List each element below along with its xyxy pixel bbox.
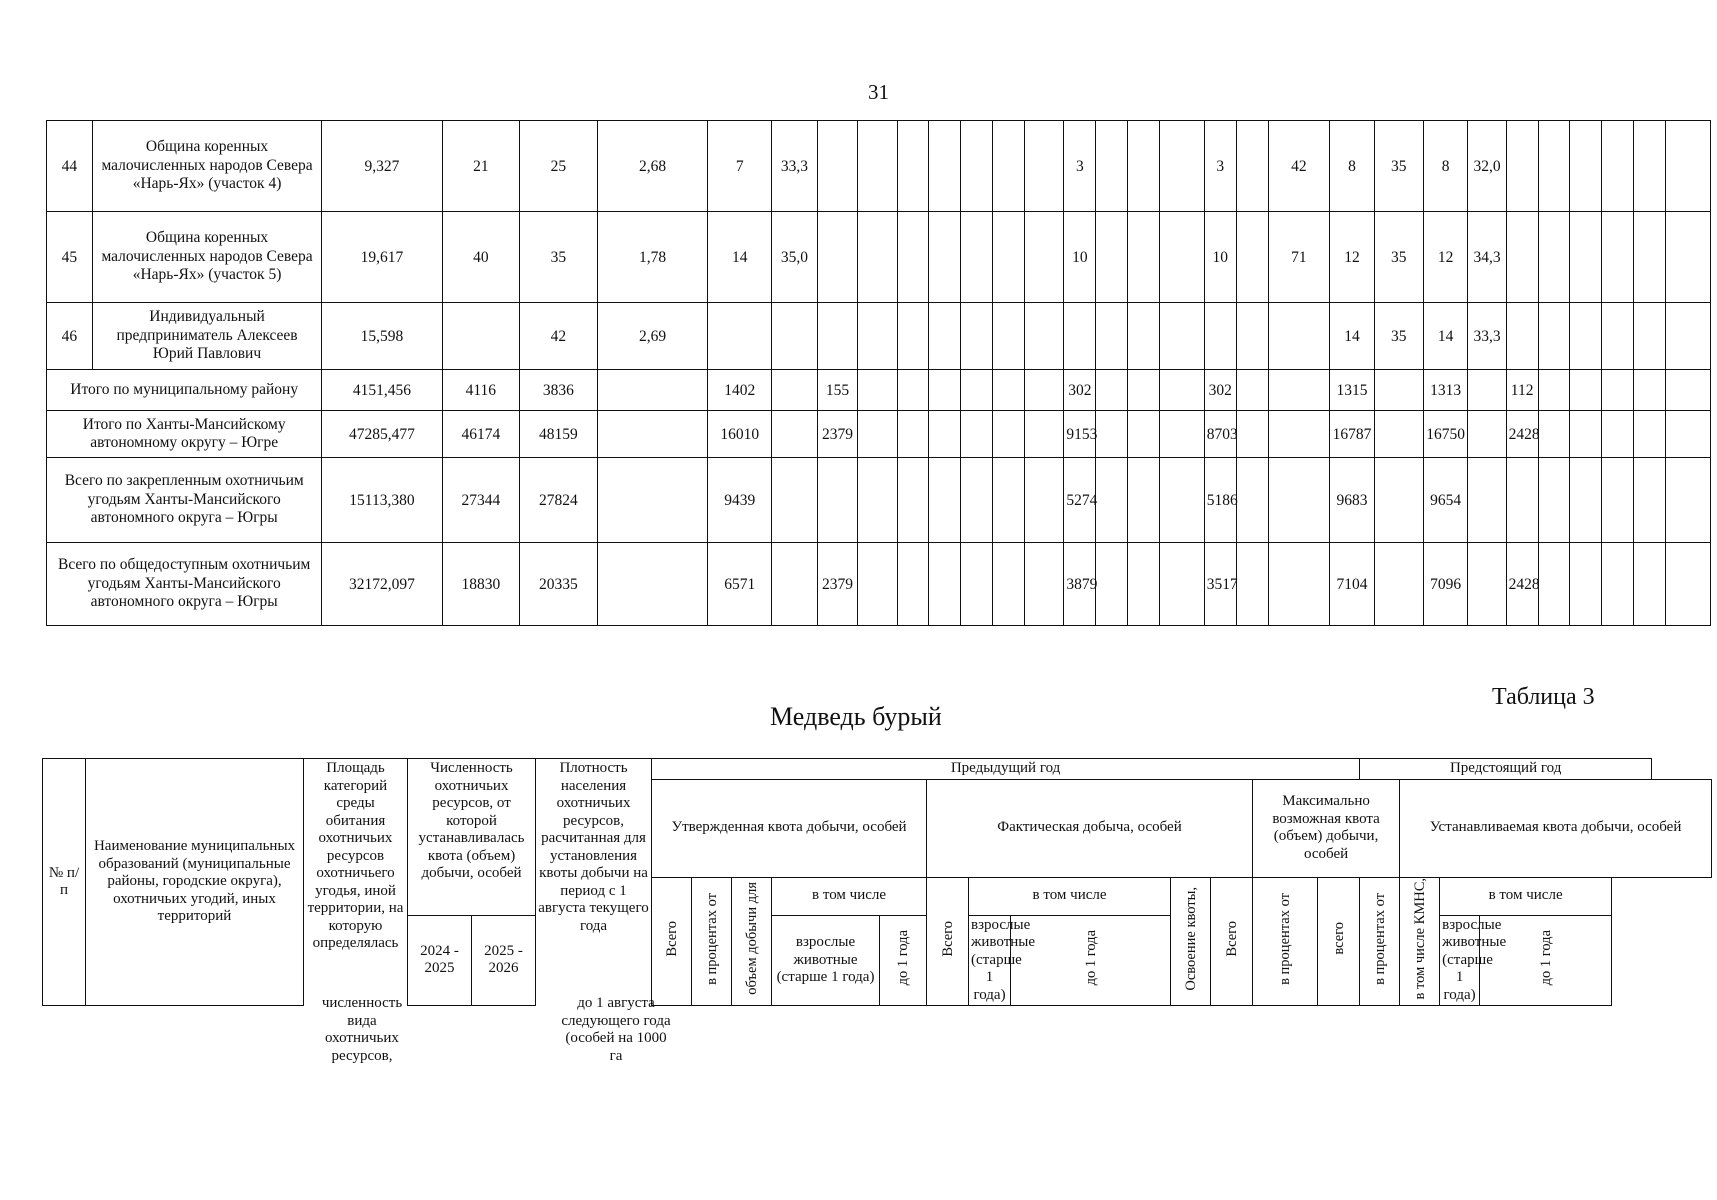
table-cell bbox=[1506, 303, 1538, 370]
table-cell bbox=[1268, 370, 1330, 411]
table-cell bbox=[1128, 458, 1160, 543]
table-cell bbox=[1128, 303, 1160, 370]
table-cell: 35 bbox=[1374, 121, 1423, 212]
table-cell bbox=[1236, 370, 1268, 411]
table-cell bbox=[993, 543, 1025, 626]
table-cell: 2428 bbox=[1506, 543, 1538, 626]
table-cell bbox=[1268, 543, 1330, 626]
table-cell bbox=[1096, 458, 1128, 543]
table-cell: 8 bbox=[1423, 121, 1468, 212]
header-max-percent: в процентах от bbox=[1253, 877, 1318, 1006]
table-cell bbox=[1570, 370, 1602, 411]
table-cell bbox=[1570, 458, 1602, 543]
table-cell: 3517 bbox=[1204, 543, 1236, 626]
table-cell bbox=[929, 543, 961, 626]
summary-name: Всего по общедоступным охотничьим угодьям Ханты-Мансийского автономного округа – Югры bbox=[47, 543, 322, 626]
table-cell bbox=[1570, 121, 1602, 212]
table-cell: 9,327 bbox=[322, 121, 442, 212]
table-row bbox=[47, 121, 1711, 212]
table-cell: 9153 bbox=[1064, 411, 1096, 458]
header-quota-use: Освоение квоты, bbox=[1171, 877, 1211, 1006]
table-cell: 1315 bbox=[1330, 370, 1375, 411]
table-cell bbox=[993, 121, 1025, 212]
table-cell: 14 bbox=[708, 212, 772, 303]
table-cell bbox=[1570, 212, 1602, 303]
table-cell: 27344 bbox=[442, 458, 520, 543]
table-cell bbox=[961, 458, 993, 543]
table-cell: 15,598 bbox=[322, 303, 442, 370]
table-cell bbox=[1160, 121, 1205, 212]
table-cell bbox=[897, 543, 929, 626]
table-cell: 112 bbox=[1506, 370, 1538, 411]
table-cell bbox=[1506, 121, 1538, 212]
density-header-overflow: до 1 августа следующего года (особей на 1000 га bbox=[561, 995, 671, 1064]
header-area: Площадь категорий среды обитания охотничьих ресурсов охотничьего угодья, иной территории, на которую определялась bbox=[304, 759, 408, 1006]
header-set-including: в том числе bbox=[1440, 877, 1612, 915]
table-cell: 35 bbox=[520, 212, 598, 303]
table-cell bbox=[993, 212, 1025, 303]
table-cell bbox=[1506, 458, 1538, 543]
summary-name: Всего по закрепленным охотничьим угодьям Ханты-Мансийского автономного округа – Югры bbox=[47, 458, 322, 543]
table-cell bbox=[1538, 543, 1570, 626]
header-approved-including: в том числе bbox=[772, 877, 927, 915]
table-cell bbox=[1374, 411, 1423, 458]
table-cell bbox=[597, 411, 708, 458]
table-cell: 8 bbox=[1330, 121, 1375, 212]
row-number: 45 bbox=[47, 212, 93, 303]
table-cell bbox=[1096, 121, 1128, 212]
header-year-1: 2024 - 2025 bbox=[408, 915, 472, 1006]
table-cell bbox=[1538, 303, 1570, 370]
table-cell: 8703 bbox=[1204, 411, 1236, 458]
table-cell bbox=[1602, 458, 1634, 543]
table-cell: 12 bbox=[1423, 212, 1468, 303]
table-cell bbox=[817, 303, 857, 370]
table-cell bbox=[993, 370, 1025, 411]
table-cell: 35,0 bbox=[772, 212, 818, 303]
header-num: № п/п bbox=[43, 759, 86, 1006]
table-cell bbox=[1468, 543, 1506, 626]
table-cell bbox=[993, 411, 1025, 458]
row-number: 46 bbox=[47, 303, 93, 370]
table-cell: 5186 bbox=[1204, 458, 1236, 543]
table-cell: 7104 bbox=[1330, 543, 1375, 626]
table-cell bbox=[1160, 370, 1205, 411]
table-cell bbox=[1025, 543, 1064, 626]
table-cell bbox=[858, 411, 897, 458]
table-cell bbox=[772, 458, 818, 543]
table-cell bbox=[1096, 411, 1128, 458]
table-cell bbox=[1602, 543, 1634, 626]
table-cell bbox=[1025, 303, 1064, 370]
table-cell: 35 bbox=[1374, 212, 1423, 303]
table-cell: 33,3 bbox=[772, 121, 818, 212]
table-cell bbox=[817, 121, 857, 212]
table-cell: 9654 bbox=[1423, 458, 1468, 543]
table-cell bbox=[817, 458, 857, 543]
table-cell: 46174 bbox=[442, 411, 520, 458]
table-cell bbox=[1374, 370, 1423, 411]
table-cell: 4116 bbox=[442, 370, 520, 411]
header-approved-quota: Утвержденная квота добычи, особей bbox=[652, 779, 927, 877]
table-cell bbox=[1096, 303, 1128, 370]
table-cell: 16750 bbox=[1423, 411, 1468, 458]
table-cell bbox=[858, 543, 897, 626]
table-cell bbox=[1374, 458, 1423, 543]
table-cell bbox=[897, 121, 929, 212]
header-max-quota: Максимально возможная квота (объем) добычи, особей bbox=[1253, 779, 1400, 877]
table-cell bbox=[929, 212, 961, 303]
table-cell bbox=[1128, 121, 1160, 212]
table-cell bbox=[817, 212, 857, 303]
table-cell bbox=[1160, 458, 1205, 543]
table-cell: 15113,380 bbox=[322, 458, 442, 543]
table-cell bbox=[1634, 411, 1666, 458]
table-cell bbox=[929, 370, 961, 411]
area-header-overflow: численность вида охотничьих ресурсов, bbox=[321, 995, 403, 1064]
table-cell bbox=[1160, 543, 1205, 626]
table-cell: 20335 bbox=[520, 543, 598, 626]
table-cell bbox=[1666, 370, 1711, 411]
table-cell bbox=[772, 411, 818, 458]
table-row bbox=[47, 303, 1711, 370]
table-cell bbox=[1602, 303, 1634, 370]
table-cell bbox=[897, 303, 929, 370]
table-cell bbox=[1236, 121, 1268, 212]
table-cell: 2379 bbox=[817, 411, 857, 458]
table-cell: 32172,097 bbox=[322, 543, 442, 626]
header-actual-total: Всего bbox=[927, 877, 969, 1006]
table-cell bbox=[961, 370, 993, 411]
table-cell bbox=[858, 370, 897, 411]
header-approved-under1: до 1 года bbox=[880, 915, 927, 1006]
table-cell: 4151,456 bbox=[322, 370, 442, 411]
table-cell bbox=[1666, 121, 1711, 212]
table-cell: 21 bbox=[442, 121, 520, 212]
table-cell: 3 bbox=[1204, 121, 1236, 212]
table-cell bbox=[1096, 370, 1128, 411]
table-cell bbox=[708, 303, 772, 370]
table-cell bbox=[1602, 411, 1634, 458]
table-cell bbox=[1064, 303, 1096, 370]
table-cell: 3879 bbox=[1064, 543, 1096, 626]
table-cell bbox=[1468, 458, 1506, 543]
table-cell bbox=[1025, 370, 1064, 411]
table-cell bbox=[1160, 411, 1205, 458]
table-cell bbox=[1025, 212, 1064, 303]
table-cell: 2379 bbox=[817, 543, 857, 626]
table-cell bbox=[1570, 411, 1602, 458]
row-name: Община коренных малочисленных народов Севера «Нарь-Ях» (участок 4) bbox=[92, 121, 322, 212]
table-cell: 1313 bbox=[1423, 370, 1468, 411]
table-cell bbox=[1160, 212, 1205, 303]
header-year-2: 2025 - 2026 bbox=[472, 915, 536, 1006]
table-cell: 2428 bbox=[1506, 411, 1538, 458]
summary-name: Итого по муниципальному району bbox=[47, 370, 322, 411]
table-cell bbox=[1160, 303, 1205, 370]
table-cell bbox=[1666, 303, 1711, 370]
table-cell bbox=[1236, 303, 1268, 370]
table-cell bbox=[1128, 212, 1160, 303]
table-cell: 5274 bbox=[1064, 458, 1096, 543]
header-set-quota: Устанавливаемая квота добычи, особей bbox=[1400, 779, 1712, 877]
table-cell: 48159 bbox=[520, 411, 598, 458]
table-cell bbox=[858, 212, 897, 303]
header-name: Наименование муниципальных образований (муниципальные районы, городские округа), охотничьих угодий, иных территорий bbox=[86, 759, 304, 1006]
table-cell: 71 bbox=[1268, 212, 1330, 303]
table-cell bbox=[929, 121, 961, 212]
table-cell bbox=[1634, 458, 1666, 543]
table-cell bbox=[1538, 370, 1570, 411]
table-cell: 18830 bbox=[442, 543, 520, 626]
row-name: Индивидуальный предприниматель Алексеев Юрий Павлович bbox=[92, 303, 322, 370]
table-cell: 302 bbox=[1204, 370, 1236, 411]
table-cell: 3836 bbox=[520, 370, 598, 411]
table-cell bbox=[1128, 370, 1160, 411]
table-cell bbox=[858, 303, 897, 370]
page-number: 31 bbox=[868, 80, 889, 104]
table-cell bbox=[1538, 411, 1570, 458]
table-cell bbox=[1025, 458, 1064, 543]
table-cell bbox=[1602, 212, 1634, 303]
table-cell bbox=[1666, 411, 1711, 458]
header-set-percent: в процентах от bbox=[1360, 877, 1400, 1006]
header-prev-year: Предыдущий год bbox=[652, 759, 1360, 780]
table-cell bbox=[897, 370, 929, 411]
table-cell: 2,69 bbox=[597, 303, 708, 370]
table-cell bbox=[1236, 411, 1268, 458]
summary-row bbox=[47, 543, 1711, 626]
table-cell bbox=[1570, 543, 1602, 626]
header-set-adults: взрослые животные (старше 1 года) bbox=[1440, 915, 1480, 1006]
table-cell bbox=[858, 121, 897, 212]
header-approved-adults: взрослые животные (старше 1 года) bbox=[772, 915, 880, 1006]
table-cell: 9439 bbox=[708, 458, 772, 543]
table-cell: 16010 bbox=[708, 411, 772, 458]
table-cell: 33,3 bbox=[1468, 303, 1506, 370]
table-cell: 35 bbox=[1374, 303, 1423, 370]
table-cell bbox=[897, 411, 929, 458]
table-cell bbox=[961, 543, 993, 626]
table-cell: 3 bbox=[1064, 121, 1096, 212]
header-set-kmns: в том числе КМНС, bbox=[1400, 877, 1440, 1006]
table-cell bbox=[1236, 212, 1268, 303]
table-cell bbox=[1268, 458, 1330, 543]
table-cell bbox=[1128, 543, 1160, 626]
header-set-total: всего bbox=[1318, 877, 1360, 1006]
table-cell: 2,68 bbox=[597, 121, 708, 212]
table-cell bbox=[1538, 458, 1570, 543]
table-cell: 1,78 bbox=[597, 212, 708, 303]
header-actual-under1: до 1 года bbox=[1011, 915, 1171, 1006]
table-cell: 302 bbox=[1064, 370, 1096, 411]
table-cell: 14 bbox=[1423, 303, 1468, 370]
table-cell bbox=[1236, 458, 1268, 543]
table-cell: 10 bbox=[1204, 212, 1236, 303]
table-row bbox=[47, 212, 1711, 303]
header-approved-percent: в процентах от bbox=[692, 877, 732, 1006]
table-title: Медведь бурый bbox=[770, 702, 942, 731]
table-cell: 42 bbox=[1268, 121, 1330, 212]
table-cell: 32,0 bbox=[1468, 121, 1506, 212]
continued-table bbox=[46, 120, 1711, 626]
table-cell bbox=[1634, 543, 1666, 626]
brown-bear-table-header bbox=[42, 758, 1712, 1006]
table-cell bbox=[993, 303, 1025, 370]
table-cell bbox=[858, 458, 897, 543]
table-cell: 7 bbox=[708, 121, 772, 212]
table-cell bbox=[597, 458, 708, 543]
table-cell bbox=[1025, 121, 1064, 212]
table-cell: 9683 bbox=[1330, 458, 1375, 543]
brown-bear-table bbox=[42, 758, 1712, 1006]
table-cell bbox=[597, 370, 708, 411]
table-cell bbox=[1506, 212, 1538, 303]
table-cell bbox=[1236, 543, 1268, 626]
header-population: Численность охотничьих ресурсов, от которой устанавливалась квота (объем) добычи, особей bbox=[408, 759, 536, 916]
table-cell bbox=[442, 303, 520, 370]
table-cell: 27824 bbox=[520, 458, 598, 543]
table-cell bbox=[1374, 543, 1423, 626]
table-cell bbox=[1634, 121, 1666, 212]
table-cell bbox=[1602, 370, 1634, 411]
table-cell bbox=[772, 543, 818, 626]
table-cell bbox=[1128, 411, 1160, 458]
header-set-under1: до 1 года bbox=[1480, 915, 1612, 1006]
table-cell bbox=[897, 458, 929, 543]
table-cell bbox=[1570, 303, 1602, 370]
table-cell bbox=[1666, 543, 1711, 626]
table-cell bbox=[1666, 212, 1711, 303]
table-cell: 14 bbox=[1330, 303, 1375, 370]
table-cell bbox=[1538, 212, 1570, 303]
table-cell: 7096 bbox=[1423, 543, 1468, 626]
table-cell: 12 bbox=[1330, 212, 1375, 303]
table-cell bbox=[1666, 458, 1711, 543]
table-cell bbox=[929, 411, 961, 458]
table-cell bbox=[1634, 370, 1666, 411]
table-cell: 6571 bbox=[708, 543, 772, 626]
table-cell: 16787 bbox=[1330, 411, 1375, 458]
table-cell bbox=[993, 458, 1025, 543]
table-cell bbox=[961, 411, 993, 458]
table-cell bbox=[1538, 121, 1570, 212]
table-cell bbox=[772, 370, 818, 411]
summary-row bbox=[47, 411, 1711, 458]
table-cell bbox=[1096, 543, 1128, 626]
table-cell bbox=[961, 212, 993, 303]
summary-row bbox=[47, 370, 1711, 411]
header-approved-total: Всего bbox=[652, 877, 692, 1006]
quota-table-continued bbox=[46, 120, 1711, 626]
table-label: Таблица 3 bbox=[1492, 684, 1595, 710]
table-cell bbox=[1634, 303, 1666, 370]
table-cell bbox=[929, 458, 961, 543]
row-name: Община коренных малочисленных народов Севера «Нарь-Ях» (участок 5) bbox=[92, 212, 322, 303]
table-cell bbox=[1634, 212, 1666, 303]
summary-row bbox=[47, 458, 1711, 543]
summary-name: Итого по Ханты-Мансийскому автономному округу – Югре bbox=[47, 411, 322, 458]
table-cell bbox=[1268, 411, 1330, 458]
table-cell bbox=[961, 121, 993, 212]
table-cell bbox=[1204, 303, 1236, 370]
table-cell: 155 bbox=[817, 370, 857, 411]
header-actual-adults: взрослые животные (старше 1 года) bbox=[969, 915, 1011, 1006]
table-cell bbox=[772, 303, 818, 370]
header-density: Плотность населения охотничьих ресурсов, расчитанная для установления квоты добычи на период с 1 августа текущего года bbox=[536, 759, 652, 1006]
table-cell bbox=[929, 303, 961, 370]
table-cell bbox=[897, 212, 929, 303]
table-cell: 10 bbox=[1064, 212, 1096, 303]
table-cell: 34,3 bbox=[1468, 212, 1506, 303]
table-cell: 25 bbox=[520, 121, 598, 212]
header-actual-harvest: Фактическая добыча, особей bbox=[927, 779, 1253, 877]
table-cell: 1402 bbox=[708, 370, 772, 411]
table-cell: 42 bbox=[520, 303, 598, 370]
table-cell: 47285,477 bbox=[322, 411, 442, 458]
header-actual-including: в том числе bbox=[969, 877, 1171, 915]
table-cell bbox=[1468, 370, 1506, 411]
table-cell bbox=[961, 303, 993, 370]
table-cell bbox=[597, 543, 708, 626]
table-cell bbox=[1602, 121, 1634, 212]
table-cell bbox=[1096, 212, 1128, 303]
table-cell bbox=[1468, 411, 1506, 458]
table-cell: 19,617 bbox=[322, 212, 442, 303]
header-next-year: Предстоящий год bbox=[1360, 759, 1652, 780]
header-approved-volume: объем добычи для bbox=[732, 877, 772, 1006]
row-number: 44 bbox=[47, 121, 93, 212]
table-cell bbox=[1268, 303, 1330, 370]
table-cell bbox=[1025, 411, 1064, 458]
table-cell: 40 bbox=[442, 212, 520, 303]
header-max-total: Всего bbox=[1211, 877, 1253, 1006]
